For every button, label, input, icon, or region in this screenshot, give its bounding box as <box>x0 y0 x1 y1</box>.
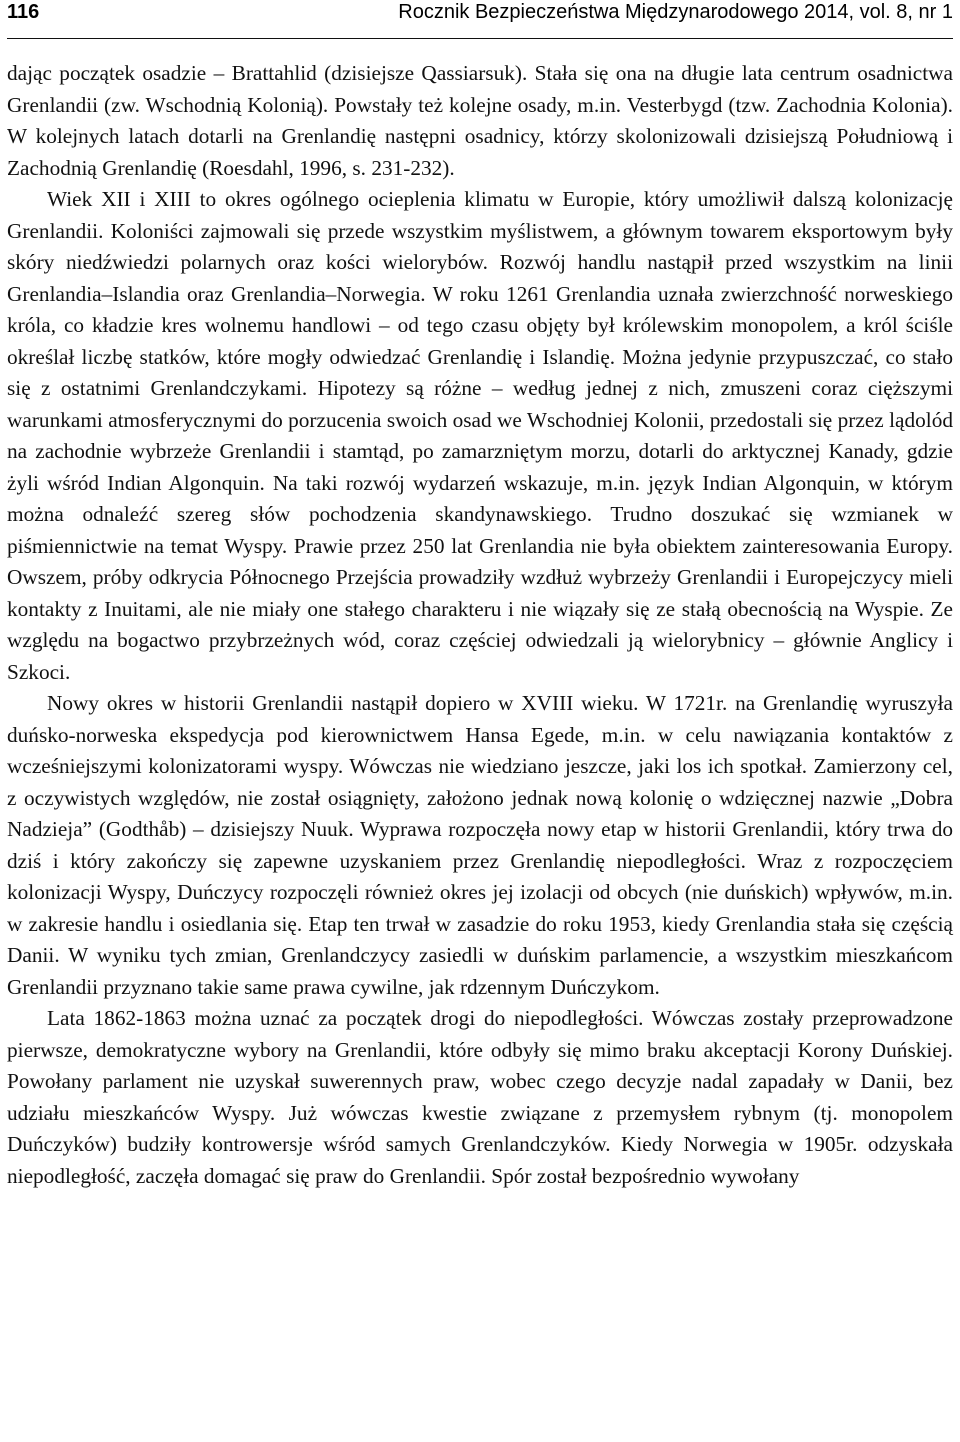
body-text <box>7 58 953 1192</box>
paragraph-1: dając początek osadzie – Brattahlid (dzisiejsze Qassiarsuk). Stała się ona na długie lata centrum osadnictwa Grenlandii (zw. Wschodnią Kolonią). Powstały też kolejne osady, m.in. Vesterbygd (tzw. Zachodnia Kolonia). W kolejnych latach dotarli na Grenlandię następni osadnicy, którzy skolonizowali dzisiejszą Południową i Zachodnią Grenlandię (Roesdahl, 1996, s. 231-232). <box>7 61 953 180</box>
paragraph-4: Lata 1862-1863 można uznać za początek drogi do niepodległości. Wówczas zostały przeprowadzone pierwsze, demokratyczne wybory na Grenlandii, które odbyły się mimo braku akceptacji Korony Duńskiej. Powołany parlament nie uzyskał suwerennych praw, wobec czego decyzje nadal zapadały w Danii, bez udziału mieszkańców Wyspy. Już wówczas kwestie związane z przemysłem rybnym (tj. monopolem Duńczyków) budziły kontrowersje wśród samych Grenlandczyków. Kiedy Norwegia w 1905r. odzyskała niepodległość, zaczęła domagać się praw do Grenlandii. Spór został bezpośrednio wywołany <box>7 1006 953 1188</box>
page-header <box>7 0 953 39</box>
paragraph-2: Wiek XII i XIII to okres ogólnego ocieplenia klimatu w Europie, który umożliwił dalszą kolonizację Grenlandii. Koloniści zajmowali się przede wszystkim myślistwem, a głównym towarem eksportowym były skóry niedźwiedzi polarnych oraz kości wielorybów. Rozwój handlu nastąpił przed wszystkim na linii Grenlandia–Islandia oraz Grenlandia–Norwegia. W roku 1261 Grenlandia uznała zwierzchność norweskiego króla, co kładzie kres wolnemu handlowi – od tego czasu objęty był królewskim monopolem, a król ściśle określał liczbę statków, które mogły odwiedzać Grenlandię i Islandię. Można jedynie przypuszczać, co stało się z ostatnimi Grenlandczykami. Hipotezy są różne – według jednej z nich, zmuszeni coraz cięższymi warunkami atmosferycznymi do porzucenia swoich osad we Wschodniej Kolonii, przedostali się przez lądolód na zachodnie wybrzeże Grenlandii i stamtąd, po zamarzniętym morzu, dotarli do arktycznej Kanady, gdzie żyli wśród Indian Algonquin. Na taki rozwój wydarzeń wskazuje, m.in. język Indian Algonquin, w którym można odnaleźć szereg słów pochodzenia skandynawskiego. Trudno doszukać się wzmianek w piśmiennictwie na temat Wyspy. Prawie przez 250 lat Grenlandia nie była obiektem zainteresowania Europy. Owszem, próby odkrycia Północnego Przejścia prowadziły wzdłuż wybrzeży Grenlandii i Europejczycy mieli kontakty z Inuitami, ale nie miały one stałego charakteru i nie wiązały się ze stałą obecnością na Wyspie. Ze względu na bogactwo przybrzeżnych wód, coraz częściej odwiedzali ją wielorybnicy – głównie Anglicy i Szkoci. <box>7 187 953 684</box>
page-number: 116 <box>7 1 40 23</box>
paragraph-3: Nowy okres w historii Grenlandii nastąpił dopiero w XVIII wieku. W 1721r. na Grenlandię wyruszyła duńsko-norweska ekspedycja pod kierownictwem Hansa Egede, m.in. w celu nawiązania kontaktów z wcześniejszymi kolonizatorami wyspy. Wówczas nie wiedziano jeszcze, jaki los ich spotkał. Zamierzony cel, z oczywistych względów, nie został osiągnięty, założono jednak nową kolonię o wdzięcznej nazwie „Dobra Nadzieja” (Godthåb) – dzisiejszy Nuuk. Wyprawa rozpoczęła nowy etap w historii Grenlandii, który trwa do dziś i który zakończy się zapewne uzyskaniem przez Grenlandię niepodległości. Wraz z rozpoczęciem kolonizacji Wyspy, Duńczycy rozpoczęli również okres jej izolacji od obcych (nie duńskich) wpływów, m.in. w zakresie handlu i osiedlania się. Etap ten trwał w zasadzie do roku 1953, kiedy Grenlandia stała się częścią Danii. W wyniku tych zmian, Grenlandczycy zasiedli w duńskim parlamencie, a wszystkim mieszkańcom Grenlandii przyznano takie same prawa cywilne, jak rdzennym Duńczykom. <box>7 691 953 999</box>
running-header-title: Rocznik Bezpieczeństwa Międzynarodowego 2014, vol. 8, nr 1 <box>398 1 953 23</box>
